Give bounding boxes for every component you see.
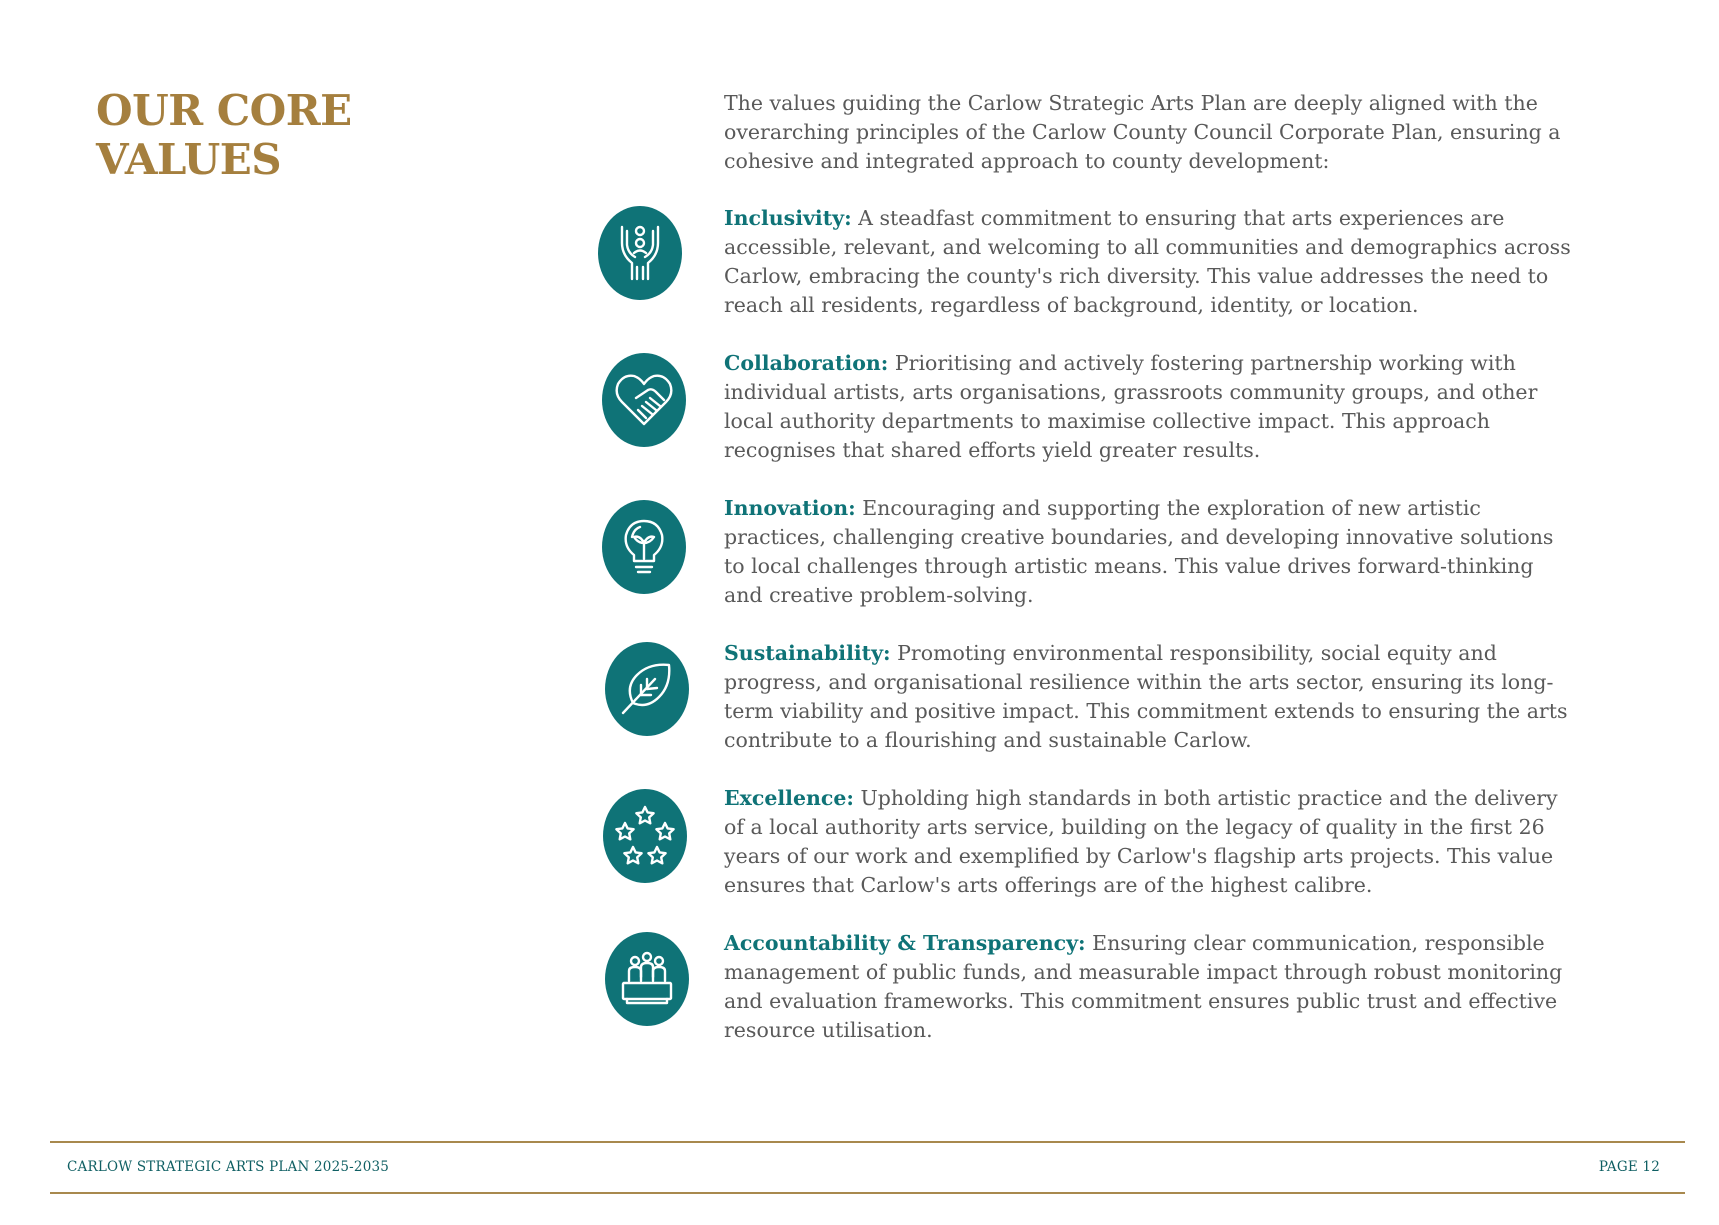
leaf-icon — [605, 642, 689, 736]
people-at-podium-icon — [605, 932, 689, 1026]
page-title-line-2: VALUES — [96, 135, 282, 184]
value-description — [724, 494, 1574, 610]
page-title-line-1: OUR CORE — [96, 86, 352, 135]
value-body: Prioritising and actively fostering partnership working with individual artists, arts organisations, grassroots community groups, and other local authority departments to maximise collective impact. This approach recognises that shared efforts yield greater results. — [724, 351, 1538, 462]
lightbulb-icon — [602, 500, 686, 594]
value-body: Upholding high standards in both artistic practice and the delivery of a local authority arts service, building on the legacy of quality in the first 26 years of our work and exemplified by Carlow's flagship arts projects. This value ensures that Carlow's arts offerings are of the highest calibre. — [724, 786, 1558, 897]
footer-page-number: PAGE 12 — [1598, 1159, 1660, 1175]
value-item-collaboration — [596, 349, 1596, 494]
footer-rule-bottom — [50, 1192, 1685, 1194]
five-stars-icon — [603, 789, 687, 883]
value-description — [724, 929, 1574, 1045]
footer-rule-top — [50, 1141, 1685, 1143]
value-item-accountability — [596, 929, 1596, 1074]
value-description — [724, 784, 1574, 900]
value-body: A steadfast commitment to ensuring that arts experiences are accessible, relevant, and welcoming to all communities and demographics across Carlow, embracing the county's rich diversity. This value addresses the need to reach all residents, regardless of background, identity, or location. — [724, 206, 1571, 317]
value-item-innovation — [596, 494, 1596, 639]
core-values-list — [596, 204, 1596, 1074]
value-description — [724, 639, 1574, 755]
heart-handshake-icon — [602, 353, 686, 447]
value-heading: Inclusivity: — [724, 206, 852, 230]
intro-paragraph: The values guiding the Carlow Strategic Arts Plan are deeply aligned with the overarching principles of the Carlow County Council Corporate Plan, ensuring a cohesive and integrated approach to county development: — [724, 91, 1561, 173]
value-description — [724, 349, 1574, 465]
value-item-excellence — [596, 784, 1596, 929]
value-heading: Accountability & Transparency: — [724, 931, 1086, 955]
page-title — [96, 86, 516, 184]
value-description — [724, 204, 1574, 320]
value-body: Ensuring clear communication, responsible management of public funds, and measurable impact through robust monitoring and evaluation frameworks. This commitment ensures public trust and effective resource utilisation. — [724, 931, 1563, 1042]
value-heading: Collaboration: — [724, 351, 889, 375]
footer-document-title: CARLOW STRATEGIC ARTS PLAN 2025-2035 — [67, 1159, 390, 1175]
value-item-inclusivity — [596, 204, 1596, 349]
value-body: Encouraging and supporting the exploration of new artistic practices, challenging creative boundaries, and developing innovative solutions to local challenges through artistic means. This value drives forward-thinking and creative problem-solving. — [724, 496, 1554, 607]
value-heading: Excellence: — [724, 786, 854, 810]
hands-holding-people-icon — [598, 206, 682, 300]
value-heading: Innovation: — [724, 496, 856, 520]
value-body: Promoting environmental responsibility, social equity and progress, and organisational resilience within the arts sector, ensuring its long-term viability and positive impact. This commitment extends to ensuring the arts contribute to a flourishing and sustainable Carlow. — [724, 641, 1568, 752]
value-item-sustainability — [596, 639, 1596, 784]
value-heading: Sustainability: — [724, 641, 891, 665]
